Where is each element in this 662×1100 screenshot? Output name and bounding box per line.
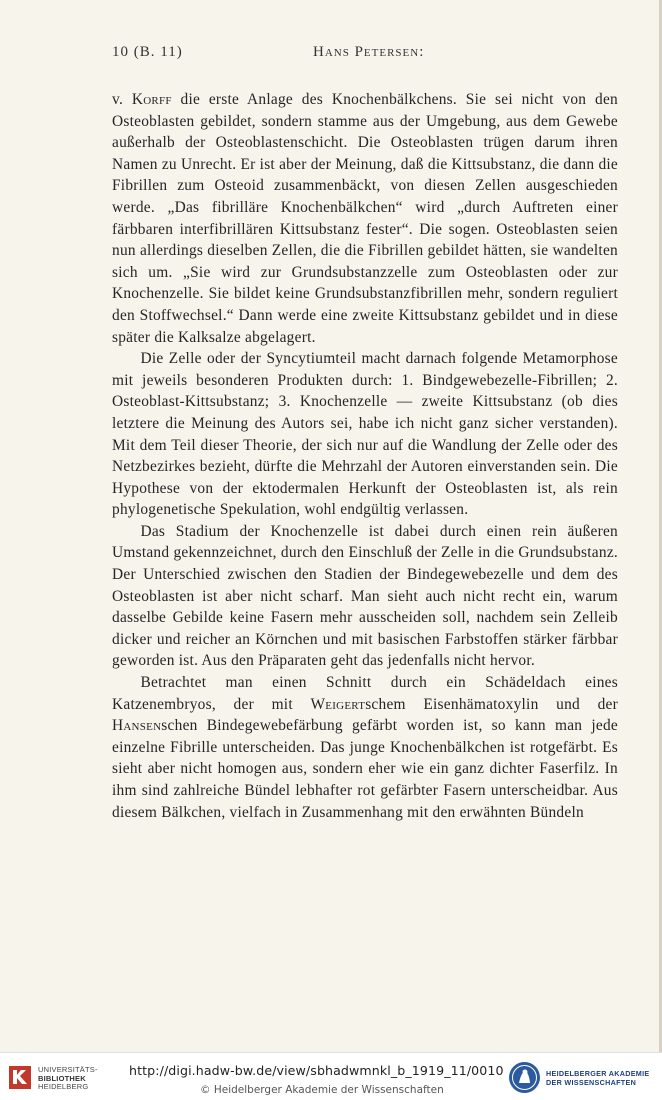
paragraph-3: Das Stadium der Knochenzelle ist dabei durch einen rein äußeren Umstand gekennzeichnet, durch den Einschluß der Zelle in die Grundsubstanz. Der Unterschied zwischen den Stadien der Bindegewebezelle und dem des Osteoblasten ist aber nicht scharf. Man sieht auch nicht recht ein, warum dasselbe Gebilde keine Fasern mehr ausscheiden soll, nachdem sein Zelleib dicker und reicher an Körnchen und mit basischen Farbstoffen stärker färbbar geworden ist. Aus den Präparaten geht das jedenfalls nicht hervor. [112,522,618,670]
text-body [112,89,618,823]
running-head: Hans Petersen: [313,44,425,60]
paragraph-4 [112,672,618,823]
paragraph-1-prefix: v. [112,91,132,108]
page-number: 10 (B. 11) [112,44,183,60]
academy-line-1: HEIDELBERGER AKADEMIE [546,1069,650,1078]
footer-bar [0,1052,662,1100]
copyright-notice: © Heidelberger Akademie der Wissenschaften [200,1084,444,1096]
paragraph-2: Die Zelle oder der Syncytiumteil macht darnach folgende Metamorphose mit jeweils besonderen Produkten durch: 1. Bindgewebezelle-Fibrillen; 2. Osteoblast-Kittsubstanz; 3. Knochenzelle — zweite Kittsubstanz (ob dies letztere die Meinung des Autors sei, habe ich nicht ganz sicher verstanden). Mit dem Teil dieser Theorie, der sich nur auf die Wandlung der Zelle oder des Netzbezirkes bezieht, dürfte die Mehrzahl der Autoren einverstanden sein. Die Hypothese von der ektodermalen Herkunft der Osteoblasten ist, als rein phylogenetische Spekulation, wohl endgültig verlassen. [112,350,618,519]
paragraph-1 [112,89,618,348]
paragraph-4-text-a: Betrachtet man einen Schnitt durch ein Schädeldach eines Katzenembryos, der mit [112,674,618,713]
author-name-korff: Korff [131,91,172,108]
library-line-1: UNIVERSITÄTS- [38,1065,98,1074]
academy-name [546,1069,649,1087]
author-name-hansen: Hansen [112,717,162,735]
page-header [112,44,618,68]
academy-seal-icon [508,1061,541,1094]
paragraph-4-text-c: schem Eisenhämatoxylin und der [365,695,618,713]
university-library-text [38,1066,98,1092]
university-library-logo-icon [8,1064,32,1090]
academy-line-2: DER WISSENSCHAFTEN [546,1078,637,1087]
paragraph-4-text-e: schen Bindegewebefärbung gefärbt worden ist, so kann man jede einzelne Fibrille unterscheiden. Das junge Knochenbälkchen ist rotgefärbt. Es sieht aber nicht homogen aus, sondern eher wie ein ganz dichter Faserfilz. In ihm sind zahlreiche Bündel lebhafter rot gefärbter Fasern unterscheidbar. Aus diesem Bälkchen, vielfach in Zusammenhang mit den erwähnten Bündeln [112,717,618,821]
document-url-link[interactable]: http://digi.hadw-bw.de/view/sbhadwmnkl_b_1919_11/0010 [129,1063,504,1078]
library-line-2: BIBLIOTHEK [38,1073,86,1083]
library-line-3: HEIDELBERG [38,1082,89,1091]
paragraph-1-text: die erste Anlage des Knochenbälkchens. Sie sei nicht von den Osteoblasten gebildet, sondern stamme aus der Umgebung, aus dem Gewebe außerhalb der Osteoblastenschicht. Die Osteoblasten trügen darum ihren Namen zu Unrecht. Er ist aber der Meinung, daß die Kittsubstanz, die dann die Fibrillen zum Osteoid zusammenbäckt, von diesen Zellen ausgeschieden werde. „Das fibrilläre Knochenbälkchen“ wird „durch Auftreten einer färbbaren interfibrillären Kittsubstanz fester“. Die sogen. Osteoblasten seien nun allerdings dieselben Zellen, die die Fibrillen gebildet hätten, sie wandelten sich um. „Sie wird zur Grundsubstanzzelle zum Osteoblasten oder zur Knochenzelle. Sie bildet keine Grundsubstanzfibrillen mehr, sondern reguliert den Stoffwechsel.“ Dann werde eine zweite Kittsubstanz gebildet und in diese später die Kalksalze abgelagert. [112,91,619,346]
author-name-weigert: Weigert [310,695,366,713]
